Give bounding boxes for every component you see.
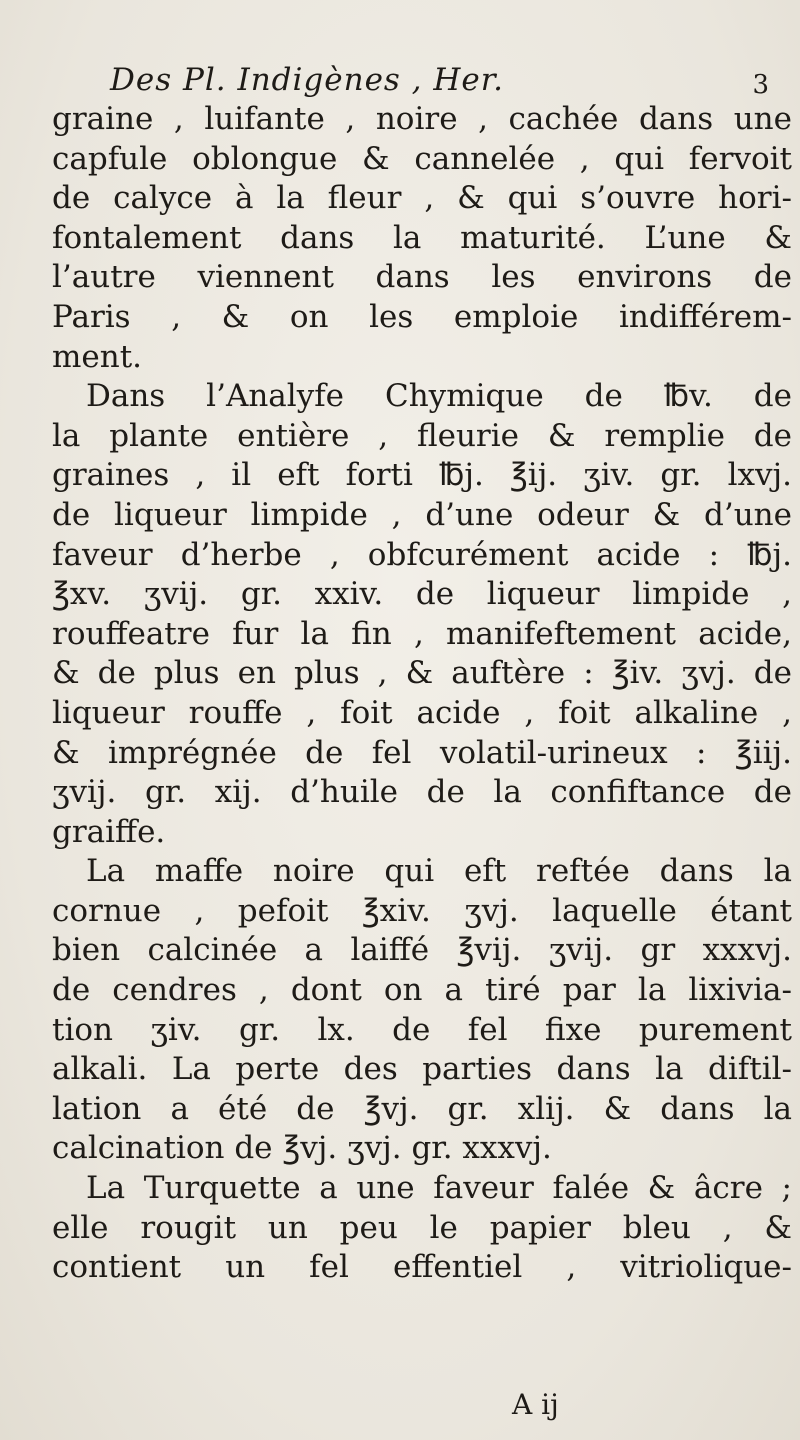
text-line: graiffe.	[52, 813, 166, 850]
running-title: Des Pl. Indigènes , Her.	[110, 62, 505, 98]
text-line: graines , il eft forti ℔j. ℥ij. ʒiv. gr. lxvj.	[52, 457, 792, 494]
text-line: ʒvij. gr. xij. d’huile de la confiftance de	[52, 774, 792, 811]
text-line: elle rougit un peu le papier bleu , &	[52, 1209, 792, 1246]
text-line: alkali. La perte des parties dans la diftil-	[52, 1051, 792, 1088]
text-line: de liqueur limpide , d’une odeur & d’une	[52, 496, 792, 533]
text-line: ℥xv. ʒvij. gr. xxiv. de liqueur limpide ,	[52, 576, 792, 613]
text-line: graine , luifante , noire , cachée dans une	[52, 101, 792, 137]
text-line: fontalement dans la maturité. L’une &	[52, 219, 792, 256]
text-line: l’autre viennent dans les environs de	[52, 259, 792, 296]
text-line: La Turquette a une faveur falée & âcre ;	[86, 1170, 792, 1207]
text-line: cornue , pefoit ℥xiv. ʒvj. laquelle étant	[52, 892, 792, 929]
text-line: faveur d’herbe , obfcurément acide : ℔j.	[52, 536, 792, 573]
text-line: la plante entière , fleurie & remplie de	[52, 417, 792, 454]
text-line: Dans l’Analyfe Chymique de ℔v. de	[86, 378, 792, 415]
text-line: & imprégnée de fel volatil-urineux : ℥iij.	[52, 734, 792, 771]
text-line: lation a été de ℥vj. gr. xlij. & dans la	[52, 1090, 792, 1127]
text-line: ment.	[52, 338, 143, 375]
text-line: de cendres , dont on a tiré par la lixivia-	[52, 972, 792, 1009]
text-line: Paris , & on les emploie indifférem-	[52, 298, 792, 335]
text-line: bien calcinée a laiffé ℥vij. ʒvij. gr xxxvj.	[52, 932, 792, 969]
text-line: tion ʒiv. gr. lx. de fel fixe purement	[52, 1011, 792, 1048]
text-line: liqueur rouffe , foit acide , foit alkaline ,	[52, 694, 792, 731]
text-line: de calyce à la fleur , & qui s’ouvre hori-	[52, 180, 792, 217]
text-line: calcination de ℥vj. ʒvj. gr. xxxvj.	[52, 1130, 552, 1167]
page-number: 3	[752, 70, 770, 100]
text-line: capfule oblongue & cannelée , qui fervoit	[52, 140, 792, 177]
running-header	[110, 62, 770, 102]
text-line: contient un fel effentiel , vitriolique-	[52, 1249, 792, 1286]
text-line: La maffe noire qui eft reftée dans la	[86, 853, 792, 890]
text-line: rouffeatre fur la fin , manifeftement acide,	[52, 615, 792, 652]
body-text	[52, 100, 792, 1288]
text-line: & de plus en plus , & auftère : ℥iv. ʒvj. de	[52, 655, 792, 692]
signature-mark: A ij	[512, 1388, 559, 1421]
